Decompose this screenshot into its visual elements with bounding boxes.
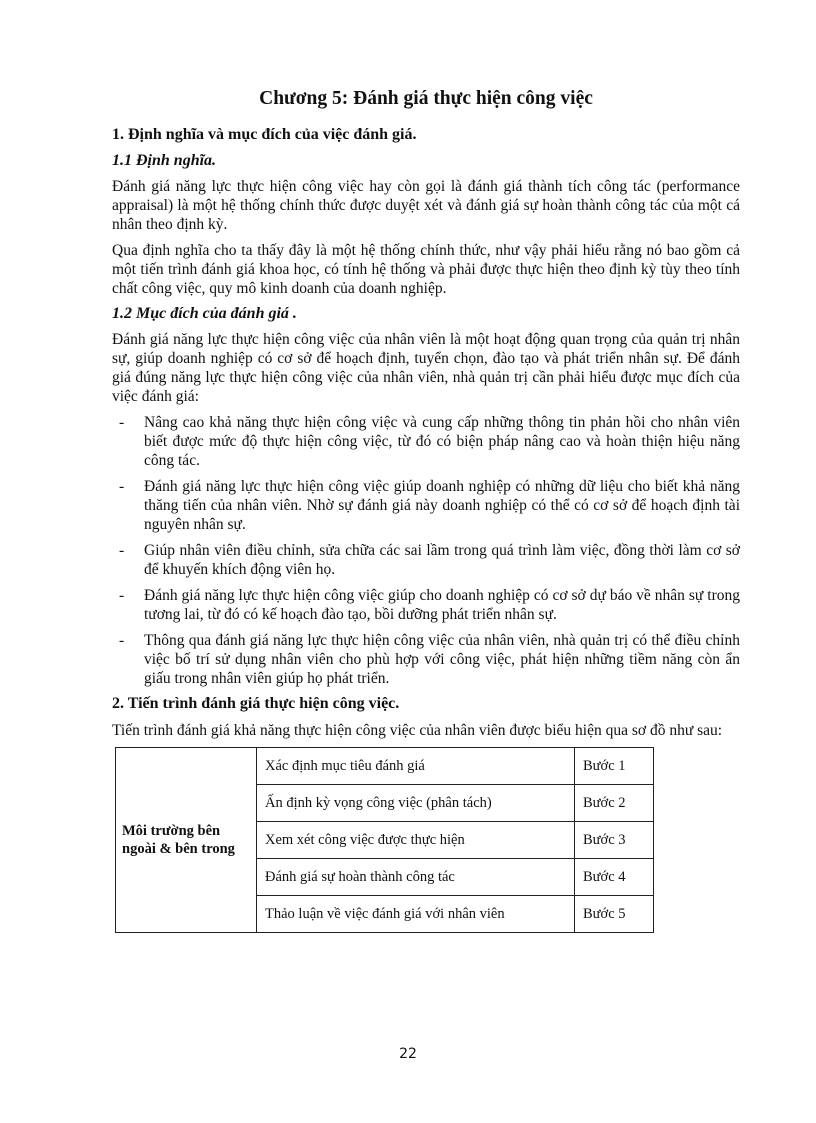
section-1-heading: 1. Định nghĩa và mục đích của việc đánh giá.: [112, 126, 417, 143]
step-number-cell: Bước 2: [575, 785, 654, 822]
table-row: [116, 748, 654, 785]
step-cell: Thảo luận về việc đánh giá với nhân viên: [257, 896, 575, 933]
list-item-text: Đánh giá năng lực thực hiện công việc giúp doanh nghiệp có những dữ liệu cho biết khả năng thăng tiến của nhân viên. Nhờ sự đánh giá này doanh nghiệp có thể có cơ sở để hoạch định tài nguyên nhân sự.: [144, 478, 740, 533]
subsection-1-2-heading: 1.2 Mục đích của đánh giá .: [112, 305, 297, 322]
subsection-1-1-heading: 1.1 Định nghĩa.: [112, 152, 217, 169]
list-item: [112, 541, 740, 579]
list-item: [112, 477, 740, 534]
environment-cell: Môi trường bên ngoài & bên trong: [116, 748, 257, 933]
dash-marker: -: [119, 542, 125, 559]
list-item: [112, 586, 740, 624]
definition-paragraph-2: Qua định nghĩa cho ta thấy đây là một hệ thống chính thức, như vậy phải hiểu rằng nó bao gồm cả một tiến trình đánh giá khoa học, có tính hệ thống và phải được thực hiện theo định kỳ tùy theo tính chất công việc, quy mô kinh doanh của doanh nghiệp.: [112, 242, 740, 297]
process-paragraph: Tiến trình đánh giá khả năng thực hiện công việc của nhân viên được biểu hiện qua sơ đồ như sau:: [112, 722, 723, 739]
step-number-cell: Bước 1: [575, 748, 654, 785]
step-number-cell: Bước 5: [575, 896, 654, 933]
list-item-text: Giúp nhân viên điều chỉnh, sửa chữa các sai lầm trong quá trình làm việc, đồng thời làm cơ sở để khuyến khích động viên họ.: [144, 542, 740, 578]
step-cell: Xem xét công việc được thực hiện: [257, 822, 575, 859]
step-cell: Ấn định kỳ vọng công việc (phân tách): [257, 785, 575, 822]
document-page: [112, 88, 740, 933]
page-number: 22: [399, 1046, 417, 1062]
purpose-paragraph: Đánh giá năng lực thực hiện công việc của nhân viên là một hoạt động quan trọng của quản trị nhân sự, giúp doanh nghiệp có cơ sở để hoạch định, tuyển chọn, đào tạo và phát triển nhân sự. Để đánh giá đúng năng lực thực hiện công việc của nhân viên, nhà quản trị cần phải hiểu được mục đích của việc đánh giá:: [112, 331, 740, 405]
list-item: [112, 631, 740, 688]
step-number-cell: Bước 3: [575, 822, 654, 859]
section-2-heading: 2. Tiến trình đánh giá thực hiện công việc.: [112, 695, 400, 712]
dash-marker: -: [119, 632, 125, 649]
purpose-list: [112, 413, 740, 688]
step-cell: Đánh giá sự hoàn thành công tác: [257, 859, 575, 896]
process-table: [115, 747, 654, 933]
list-item-text: Nâng cao khả năng thực hiện công việc và cung cấp những thông tin phản hồi cho nhân viên biết được mức độ thực hiện công việc, từ đó có biện pháp nâng cao và hoàn thiện hiệu năng công tác.: [144, 414, 740, 469]
step-number-cell: Bước 4: [575, 859, 654, 896]
dash-marker: -: [119, 587, 125, 604]
list-item-text: Đánh giá năng lực thực hiện công việc giúp cho doanh nghiệp có cơ sở dự báo về nhân sự trong tương lai, từ đó có kế hoạch đào tạo, bồi dưỡng phát triển nhân sự.: [144, 587, 740, 623]
list-item: [112, 413, 740, 470]
dash-marker: -: [119, 414, 125, 431]
dash-marker: -: [119, 478, 125, 495]
list-item-text: Thông qua đánh giá năng lực thực hiện công việc của nhân viên, nhà quản trị có thể điều chỉnh việc bố trí sử dụng nhân viên cho phù hợp với công việc, phát hiện những tiềm năng còn ẩn giấu trong nhân viên giúp họ phát triển.: [144, 632, 740, 687]
chapter-title: Chương 5: Đánh giá thực hiện công việc: [259, 88, 593, 109]
definition-paragraph-1: Đánh giá năng lực thực hiện công việc hay còn gọi là đánh giá thành tích công tác (performance appraisal) là một hệ thống chính thức được duyệt xét và đánh giá sự hoàn thành công tác của một cá nhân theo định kỳ.: [112, 178, 740, 233]
step-cell: Xác định mục tiêu đánh giá: [257, 748, 575, 785]
